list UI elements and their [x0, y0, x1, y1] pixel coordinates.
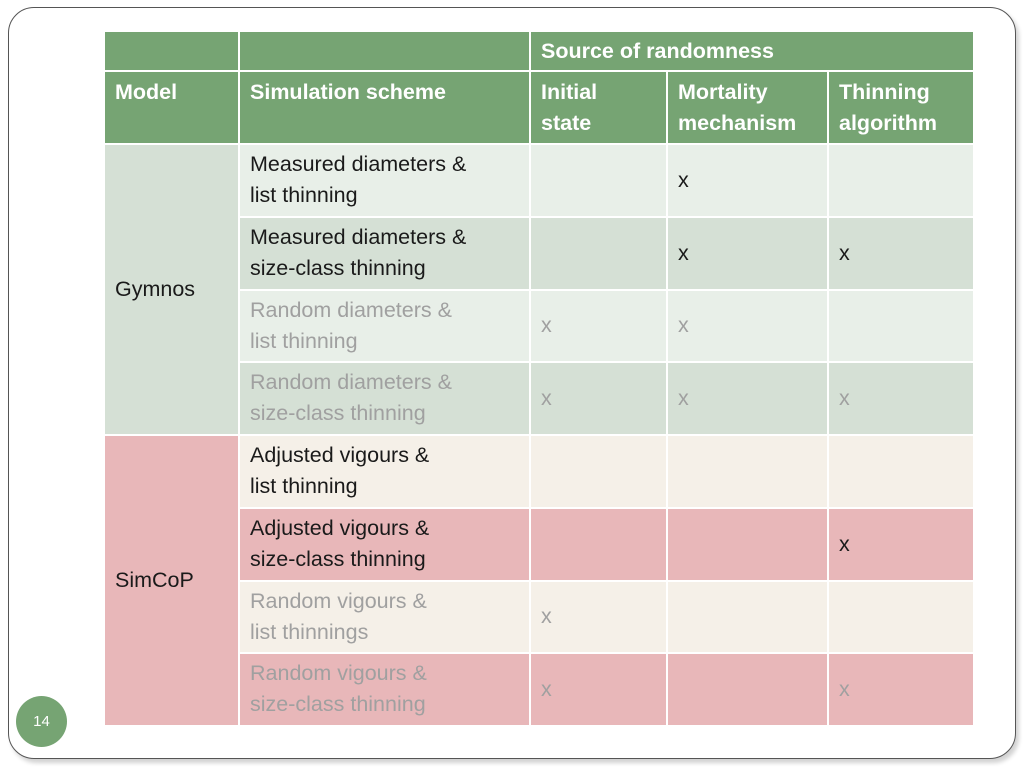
scheme-line2: list thinning [250, 183, 358, 207]
scheme-line2: size-class thinning [250, 692, 426, 717]
mortality-cell [667, 581, 828, 654]
initial-state-cell [530, 144, 667, 217]
scheme-cell [239, 290, 530, 363]
mortality-cell [667, 508, 828, 581]
scheme-line2: list thinning [250, 328, 358, 353]
thinning-cell: x [828, 508, 974, 581]
scheme-cell [239, 653, 530, 726]
initial-state-cell: x [530, 290, 667, 363]
randomness-table [103, 30, 975, 727]
header-empty-cell-2 [239, 31, 530, 71]
header-empty-cell-1 [104, 31, 239, 71]
scheme-line2: size-class thinning [250, 401, 426, 426]
scheme-cell [239, 362, 530, 435]
table-row [104, 435, 974, 508]
scheme-line2: list thinnings [250, 619, 369, 644]
page-number-badge: 14 [16, 696, 67, 747]
thinning-cell [828, 435, 974, 508]
header-initial-state [530, 71, 667, 144]
scheme-line1: Adjusted vigours & [250, 443, 430, 467]
thinning-cell [828, 581, 974, 654]
scheme-line2: size-class thinning [250, 546, 426, 571]
scheme-line1: Measured diameters & [250, 152, 467, 176]
header-simulation-scheme: Simulation scheme [239, 71, 530, 144]
header-thinning-line2: algorithm [839, 111, 937, 135]
thinning-cell [828, 144, 974, 217]
scheme-cell [239, 144, 530, 217]
header-thinning-algorithm [828, 71, 974, 144]
initial-state-cell: x [530, 362, 667, 435]
initial-state-cell: x [530, 653, 667, 726]
header-model: Model [104, 71, 239, 144]
mortality-cell [667, 435, 828, 508]
scheme-cell [239, 217, 530, 290]
thinning-cell: x [828, 217, 974, 290]
model-cell-gymnos: Gymnos [104, 144, 239, 435]
header-mortality-line2: mechanism [678, 111, 797, 135]
scheme-line1: Random vigours & [250, 588, 427, 613]
header-mortality-mechanism [667, 71, 828, 144]
scheme-line2: size-class thinning [250, 255, 426, 280]
scheme-line1: Random diameters & [250, 370, 452, 395]
table-row [104, 144, 974, 217]
header-initial-state-line1: Initial [541, 80, 598, 104]
initial-state-cell: x [530, 581, 667, 654]
randomness-table-container [103, 30, 973, 725]
header-thinning-line1: Thinning [839, 80, 930, 104]
header-row-columns [104, 71, 974, 144]
mortality-cell: x [667, 217, 828, 290]
header-mortality-line1: Mortality [678, 80, 768, 104]
scheme-line1: Random diameters & [250, 297, 452, 322]
scheme-line1: Measured diameters & [250, 224, 467, 249]
model-cell-simcop: SimCoP [104, 435, 239, 726]
thinning-cell [828, 290, 974, 363]
initial-state-cell [530, 508, 667, 581]
initial-state-cell [530, 217, 667, 290]
thinning-cell: x [828, 653, 974, 726]
mortality-cell: x [667, 290, 828, 363]
scheme-line1: Random vigours & [250, 661, 427, 686]
header-initial-state-line2: state [541, 111, 592, 135]
scheme-cell [239, 581, 530, 654]
initial-state-cell [530, 435, 667, 508]
header-source-of-randomness: Source of randomness [530, 31, 974, 71]
scheme-line2: list thinning [250, 474, 358, 498]
mortality-cell: x [667, 144, 828, 217]
thinning-cell: x [828, 362, 974, 435]
scheme-cell [239, 435, 530, 508]
scheme-cell [239, 508, 530, 581]
header-row-group [104, 31, 974, 71]
scheme-line1: Adjusted vigours & [250, 515, 430, 540]
mortality-cell [667, 653, 828, 726]
mortality-cell: x [667, 362, 828, 435]
